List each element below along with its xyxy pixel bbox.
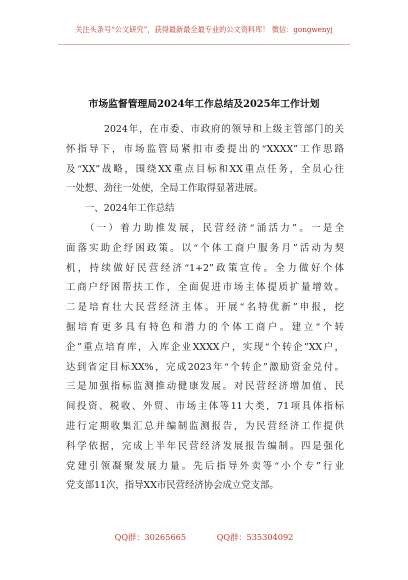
section-heading: 一、2024年工作总结	[85, 203, 175, 215]
body-line: 间投资、税收、外贸、市场主体等11大类，71项具体指标	[66, 401, 344, 413]
body-line: 面落实助企纾困政策。以“个体工商户服务月”活动为契	[66, 242, 344, 254]
body-line: 科学依据，完成上半年民营经济发展报告编制。四是强化	[66, 440, 344, 452]
document-body	[66, 120, 344, 496]
body-line: 党建引领凝聚发展力量。先后指导外卖等“小个专”行业	[66, 460, 344, 472]
body-line: 进行定期收集汇总并编制监测报告，为民营经济工作提供	[66, 420, 344, 432]
body-line: 党支部11次，指导XX市民营经济协会成立党支部。	[66, 480, 279, 492]
body-line: 二是培育壮大民营经济主体。开展“名特优新”申报，挖	[66, 302, 344, 314]
header-divider	[58, 44, 350, 45]
body-line: 三是加强指标监测推动健康发展。对民营经济增加值、民	[66, 381, 344, 393]
body-line: 工商户纾困帮扶工作，全面促进市场主体提质扩量增效。	[66, 282, 344, 294]
qq-group-1: QQ群：30265665	[114, 532, 187, 542]
body-line: 2024年，在市委、市政府的领导和上级主管部门的关	[104, 124, 344, 135]
body-line: 企”重点培育库，入库企业XXXX户，实现“个转企”XX户，	[66, 341, 344, 353]
promo-banner: 关注头条号“公文研究”，获得最新最全最专业的公文资料库！ 微信：gongwenyj	[75, 25, 333, 34]
body-line: 达到省定目标XX%，完成2023年“个转企”激励资金兑付。	[66, 361, 344, 373]
body-line: （一）着力助推发展，民营经济“涌活力”。一是全	[85, 222, 344, 234]
body-line: 怀指导下，市场监管局紧扣市委提出的“XXXX”工作思路	[66, 143, 344, 155]
body-line: 机，持续做好民营经济“1+2”政策宣传。全力做好个体	[66, 262, 344, 274]
body-line: 掘培育更多具有特色和潜力的个体工商户。建立“个转	[66, 321, 344, 333]
qq-group-2: QQ群：535304092	[216, 532, 294, 542]
document-title: 市场监督管理局2024年工作总结及2025年工作计划	[88, 99, 320, 110]
page-footer	[0, 532, 408, 543]
body-line: 及“XX”战略，围绕XX重点目标和XX重点任务，全员心往	[66, 163, 344, 175]
body-line: 一处想、劲往一处使，全局工作取得显著进展。	[66, 183, 263, 195]
